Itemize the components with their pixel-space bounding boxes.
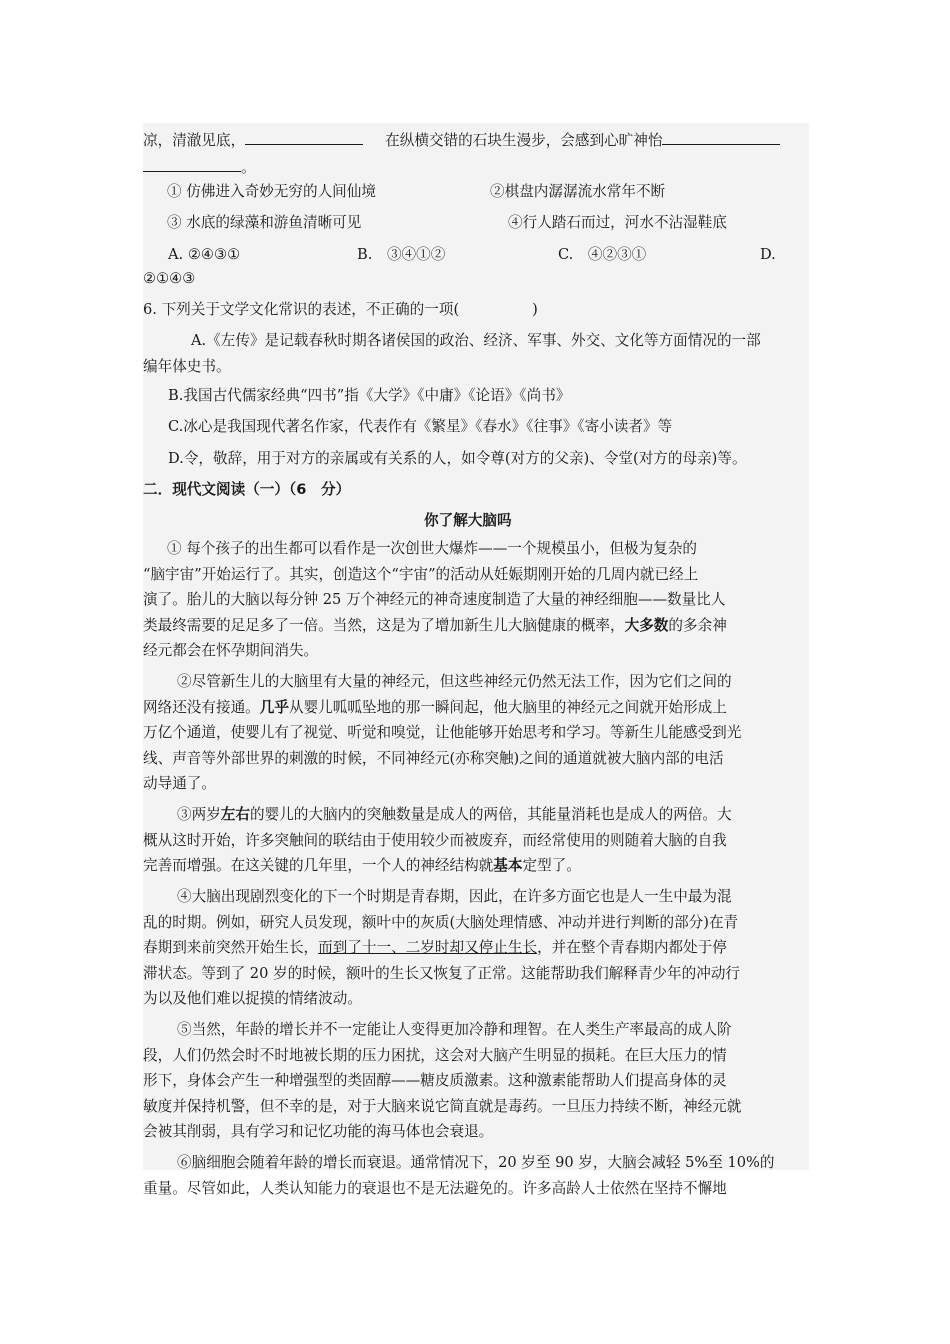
p2-line5: 动导通了。 xyxy=(143,775,216,792)
p3-line3-a: 完善而增强。在这关键的几年里，一个人的神经结构就 xyxy=(143,857,494,874)
q5-text-line1 xyxy=(143,129,780,151)
p1-bold-word: 大多数 xyxy=(624,617,669,634)
q5-option-4: ④行人踏石而过，河水不沾湿鞋底 xyxy=(508,214,727,231)
p3-line1-c: 的婴儿的大脑内的突触数量是成人的两倍，其能量消耗也是成人的两倍。大 xyxy=(250,806,732,823)
q5-blank-1[interactable] xyxy=(245,129,363,145)
q6-option-a-line1: A.《左传》是记载春秋时期各诸侯国的政治、经济、军事、外交、文化等方面情况的一部 xyxy=(191,332,761,349)
p4-line3-c: ，并在整个青春期内都处于停 xyxy=(537,939,727,956)
p1-line3: 演了。胎儿的大脑以每分钟 25 万个神经元的神奇速度制造了大量的神经细胞——数量比人 xyxy=(143,591,726,608)
p4-line3 xyxy=(143,938,727,958)
p3-bold-word-1: 左右 xyxy=(220,806,250,823)
q5-blank-2-cont[interactable] xyxy=(143,156,241,172)
q5-option-3: ③ 水底的绿藻和游鱼清晰可见 xyxy=(167,214,362,231)
q5-choice-d-value: ②①④③ xyxy=(143,270,196,287)
q6-stem: 6. 下列关于文学文化常识的表述，不正确的一项( ) xyxy=(143,301,538,318)
p3-bold-word-2: 基本 xyxy=(493,857,523,874)
p1-line1: ① 每个孩子的出生都可以看作是一次创世大爆炸——一个规模虽小，但极为复杂的 xyxy=(167,540,698,557)
q5-blank-2[interactable] xyxy=(662,129,780,145)
q5-text-part1: 凉，清澈见底， xyxy=(143,132,246,149)
p4-line5: 为以及他们难以捉摸的情绪波动。 xyxy=(143,990,362,1007)
p2-line3: 万亿个通道，使婴儿有了视觉、听觉和嗅觉，让他能够开始思考和学习。等新生儿能感受到光 xyxy=(143,724,742,741)
p1-line4-a: 类最终需要的足足多了一倍。当然，这是为了增加新生儿大脑健康的概率， xyxy=(143,617,625,634)
p3-line1-a: ③两岁 xyxy=(177,806,221,823)
q5-choice-a: A. ②④③① xyxy=(168,246,241,263)
p3-line3 xyxy=(143,856,581,876)
q5-option-1: ① 仿佛进入奇妙无穷的人间仙境 xyxy=(167,183,376,200)
p1-line4 xyxy=(143,616,727,636)
p5-line2: 段，人们仍然会时不时地被长期的压力困扰，这会对大脑产生明显的损耗。在巨大压力的情 xyxy=(143,1047,727,1064)
p5-line3: 形下，身体会产生一种增强型的类固醇——糖皮质激素。这种激素能帮助人们提高身体的灵 xyxy=(143,1072,727,1089)
p5-line4: 敏度并保持机警，但不幸的是，对于大脑来说它简直就是毒药。一旦压力持续不断，神经元就 xyxy=(143,1098,742,1115)
p2-line2 xyxy=(143,698,727,718)
q5-choice-d-label: D. xyxy=(760,246,776,263)
q5-choice-c: C. ④②③① xyxy=(558,246,647,263)
p6-line1: ⑥脑细胞会随着年龄的增长而衰退。通常情况下，20 岁至 90 岁，大脑会减轻 5%至 10%的 xyxy=(177,1154,775,1171)
p5-line1: ⑤当然，年龄的增长并不一定能让人变得更加冷静和理智。在人类生产率最高的成人阶 xyxy=(177,1021,732,1038)
q5-text-part2: 在纵横交错的石块生漫步，会感到心旷神怡 xyxy=(385,132,663,149)
p3-line2: 概从这时开始，许多突触间的联结由于使用较少而被废弃，而经常使用的则随着大脑的自我 xyxy=(143,832,727,849)
p4-line1: ④大脑出现剧烈变化的下一个时期是青春期，因此，在许多方面它也是人一生中最为混 xyxy=(177,888,732,905)
p2-line4: 线、声音等外部世界的刺激的时候，不同神经元(亦称突触)之间的通道就被大脑内部的电活 xyxy=(143,750,724,767)
p3-line3-c: 定型了。 xyxy=(522,857,581,874)
p1-line4-c: 的多余神 xyxy=(668,617,727,634)
p3-line1 xyxy=(177,805,732,825)
p2-bold-word: 几乎 xyxy=(259,699,289,716)
p1-line5: 经元都会在怀孕期间消失。 xyxy=(143,642,319,659)
q6-option-a-line2: 编年体史书。 xyxy=(143,358,231,375)
q5-option-2: ②棋盘内潺潺流水常年不断 xyxy=(490,183,666,200)
p4-line4: 滞状态。等到了 20 岁的时候，额叶的生长又恢复了正常。这能帮助我们解释青少年的冲动行 xyxy=(143,965,741,982)
q6-option-b: B.我国古代儒家经典“四书”指《大学》《中庸》《论语》《尚书》 xyxy=(168,387,571,404)
p6-line2: 重量。尽管如此，人类认知能力的衰退也不是无法避免的。许多高龄人士依然在坚持不懈地 xyxy=(143,1180,727,1197)
p2-line2-c: 从婴儿呱呱坠地的那一瞬间起，他大脑里的神经元之间就开始形成上 xyxy=(288,699,727,716)
p2-line1: ②尽管新生儿的大脑里有大量的神经元，但这些神经元仍然无法工作，因为它们之间的 xyxy=(177,673,732,690)
q5-choice-b: B. ③④①② xyxy=(357,246,446,263)
q6-option-d: D.令，敬辞，用于对方的亲属或有关系的人，如令尊(对方的父亲)、令堂(对方的母亲)等。 xyxy=(168,450,747,467)
p4-underlined-phrase: 而到了十一、二岁时却又停止生长 xyxy=(318,939,538,956)
q6-option-c: C.冰心是我国现代著名作家，代表作有《繁星》《春水》《往事》《寄小读者》等 xyxy=(168,418,673,435)
p2-line2-a: 网络还没有接通。 xyxy=(143,699,260,716)
p5-line5: 会被其削弱，具有学习和记忆功能的海马体也会衰退。 xyxy=(143,1123,494,1140)
article-title: 你了解大脑吗 xyxy=(424,512,512,529)
p4-line3-a: 春期到来前突然开始生长， xyxy=(143,939,319,956)
q5-period: 。 xyxy=(241,159,256,176)
p1-line2: “脑宇宙”开始运行了。其实，创造这个“宇宙”的活动从妊娠期刚开始的几周内就已经上 xyxy=(143,566,699,583)
q5-text-line2 xyxy=(143,156,256,178)
section-heading: 二．现代文阅读（一）（6 分） xyxy=(143,481,351,498)
p4-line2: 乱的时期。例如，研究人员发现，额叶中的灰质(大脑处理情感、冲动并进行判断的部分)在青 xyxy=(143,914,739,931)
